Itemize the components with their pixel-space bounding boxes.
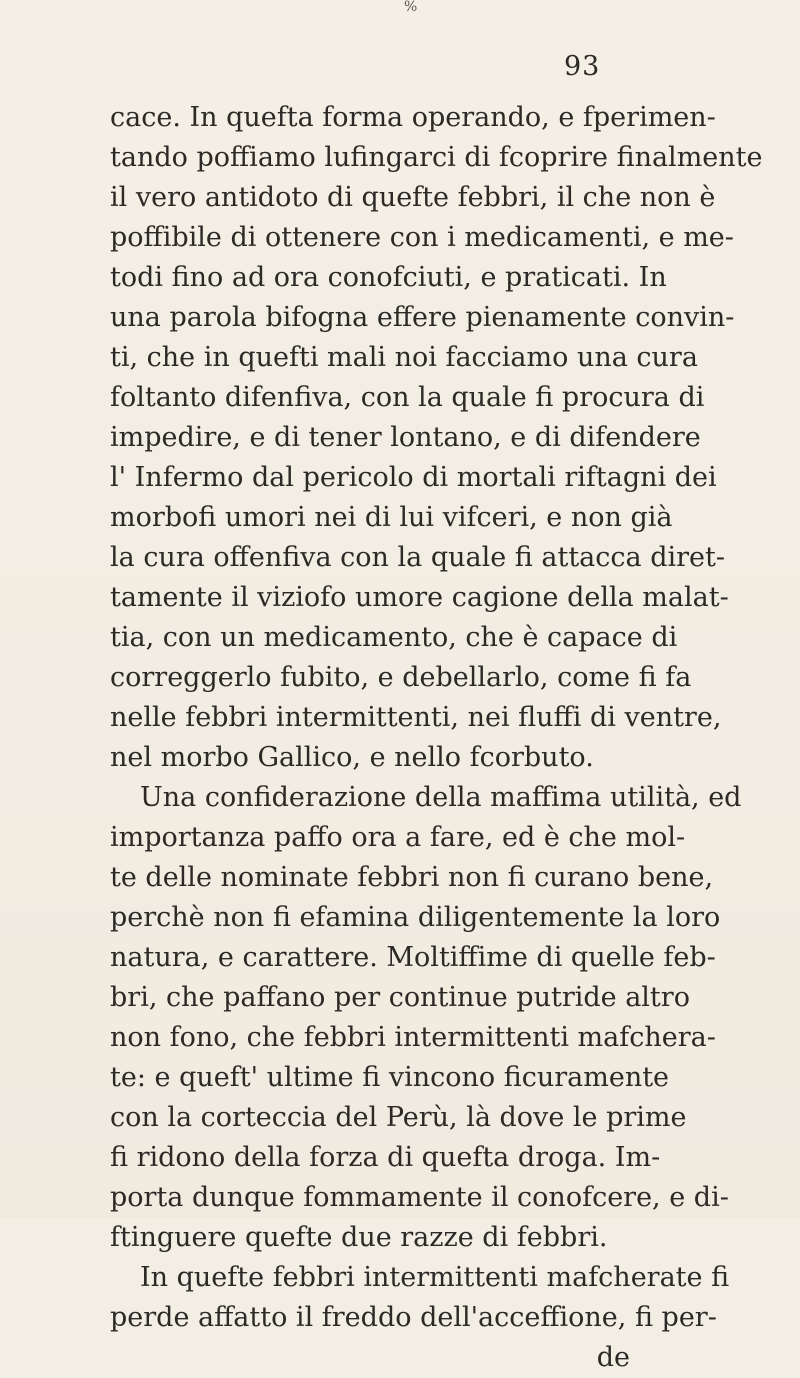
text-line: te delle nominate febbri non fi curano bene,	[110, 862, 714, 893]
text-line: correggerlo fubito, e debellarlo, come fi fa	[110, 662, 692, 693]
text-line: perchè non fi efamina diligentemente la loro	[110, 902, 721, 933]
text-line: poffibile di ottenere con i medicamenti, e me-	[110, 222, 734, 253]
text-line: importanza paffo ora a fare, ed è che mol-	[110, 822, 686, 853]
text-line: bri, che paffano per continue putride altro	[110, 982, 690, 1013]
text-line: una parola bifogna effere pienamente convin-	[110, 302, 735, 333]
text-line: con la corteccia del Perù, là dove le prime	[110, 1102, 687, 1133]
page-number: 93	[564, 51, 601, 82]
text-line: tia, con un medicamento, che è capace di	[110, 622, 678, 653]
text-line: Una confiderazione della maffima utilità, ed	[140, 782, 742, 813]
text-line: non fono, che febbri intermittenti mafchera-	[110, 1022, 716, 1053]
text-line: ti, che in quefti mali noi facciamo una cura	[110, 342, 698, 373]
text-line: te: e queft' ultime fi vincono ficuramente	[110, 1062, 670, 1093]
text-line: la cura offenfiva con la quale fi attacca diret-	[110, 542, 725, 573]
text-line: cace. In quefta forma operando, e fperimen-	[110, 102, 716, 133]
text-line: l' Infermo dal pericolo di mortali riftagni dei	[110, 462, 717, 493]
top-mark: %	[404, 0, 418, 15]
text-line: tando poffiamo lufingarci di fcoprire finalmente	[110, 142, 763, 173]
text-line: impedire, e di tener lontano, e di difendere	[110, 422, 701, 453]
text-line: In quefte febbri intermittenti mafcherate fi	[140, 1262, 730, 1293]
text-line: nelle febbri intermittenti, nei fluffi di ventre,	[110, 702, 722, 733]
text-line: tamente il viziofo umore cagione della malat-	[110, 582, 729, 613]
text-line: natura, e carattere. Moltiffime di quelle feb-	[110, 942, 716, 973]
text-line: todi fino ad ora conofciuti, e praticati. In	[110, 262, 667, 293]
text-line: foltanto difenfiva, con la quale fi procura di	[110, 382, 705, 413]
text-line: il vero antidoto di quefte febbri, il che non è	[110, 182, 716, 213]
text-line: perde affatto il freddo dell'acceffione, fi per-	[110, 1302, 717, 1333]
body-text	[110, 98, 763, 1378]
text-line: nel morbo Gallico, e nello fcorbuto.	[110, 742, 594, 773]
catchword: de	[596, 1342, 630, 1373]
text-line: morbofi umori nei di lui vifceri, e non già	[110, 502, 673, 533]
text-line: fi ridono della forza di quefta droga. Im-	[110, 1142, 661, 1173]
text-line: ftinguere quefte due razze di febbri.	[110, 1222, 608, 1253]
text-line: porta dunque fommamente il conofcere, e di-	[110, 1182, 729, 1213]
